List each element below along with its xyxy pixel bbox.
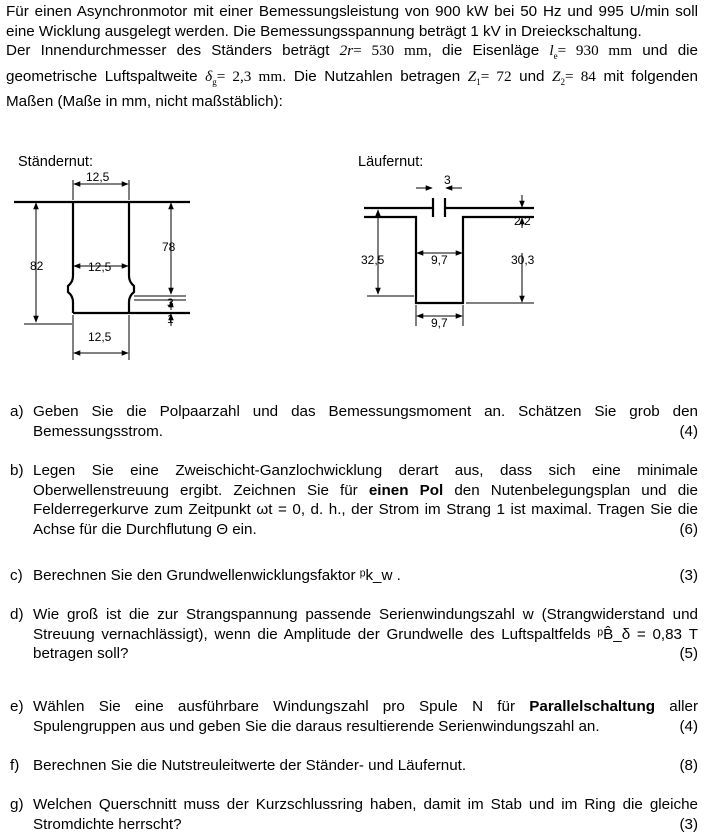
rotor-width-bottom-label: 9,7	[431, 316, 448, 330]
stator-dim-3-label: 3	[167, 296, 174, 310]
question-points: (6)	[679, 520, 698, 538]
question-points: (4)	[679, 717, 698, 735]
question-text: Berechnen Sie den Grundwellenwicklungsfaktor ᵖk_w .	[33, 567, 401, 584]
question-e	[10, 697, 698, 736]
question-points: (8)	[679, 757, 698, 774]
question-label: d)	[10, 606, 24, 623]
question-label: b)	[10, 462, 24, 479]
question-text: Welchen Querschnitt muss der Kurzschlussring haben, damit im Stab und im Ring die gleiche Stromdichte herrscht?	[33, 796, 698, 833]
question-d	[10, 605, 698, 664]
question-label: e)	[10, 698, 24, 715]
question-g	[10, 795, 698, 834]
question-points: (5)	[679, 645, 698, 662]
question-points: (3)	[679, 567, 698, 584]
slot-figure	[0, 150, 705, 365]
question-text: Legen Sie eine Zweischicht-Ganzlochwicklung derart aus, dass sich eine minimale Oberwellenstreuung ergibt. Zeichnen Sie für	[33, 462, 698, 499]
rotor-slot-opening-label: 3	[444, 173, 451, 187]
stator-total-height-label: 82	[30, 259, 44, 273]
question-points: (3)	[679, 815, 698, 833]
stator-bottom-width-label: 12,5	[88, 330, 112, 344]
stator-height-78-label: 78	[162, 240, 176, 254]
stator-dim-1-label: 1	[167, 312, 174, 326]
problem-intro	[6, 2, 698, 112]
question-text: Geben Sie die Polpaarzahl und das Bemessungsmoment an. Schätzen Sie grob den Bemessungsstrom.	[33, 403, 698, 440]
intro-paragraph-1: Für einen Asynchronmotor mit einer Bemessungsleistung von 900 kW bei 50 Hz und 995 U/min soll eine Wicklung ausgelegt werden. Die Bemessungsspannung beträgt 1 kV in Dreieckschaltung.	[6, 3, 698, 40]
stator-mid-width-label: 12,5	[88, 260, 112, 274]
question-text: Wählen Sie eine ausführbare Windungszahl pro Spule N für	[33, 698, 516, 715]
question-a	[10, 402, 698, 441]
question-bold-text: Parallelschaltung	[529, 698, 656, 715]
question-label: a)	[10, 403, 24, 420]
question-label: f)	[10, 757, 20, 774]
stator-top-width-label: 12,5	[86, 170, 110, 184]
question-label: c)	[10, 567, 23, 584]
question-label: g)	[10, 796, 24, 813]
question-f	[10, 756, 698, 776]
rotor-height-325-label: 32,5	[361, 253, 385, 267]
rotor-width-top-label: 9,7	[431, 253, 448, 267]
rotor-slot-outline	[364, 198, 534, 303]
rotor-slot-title: Läufernut:	[358, 154, 424, 170]
stator-slot-title: Ständernut:	[18, 154, 93, 170]
slot-drawing	[0, 150, 705, 365]
question-c	[10, 566, 698, 586]
question-b	[10, 461, 698, 539]
question-text: Wie groß ist die zur Strangspannung passende Serienwindungszahl w (Strangwiderstand und Streuung vernachlässigt), wenn die Amplitude der Grundwelle des Luftspaltfelds ᵖB̂_δ = 0,83 T betragen soll?	[33, 606, 698, 662]
rotor-dim-22-label: 2,2	[514, 214, 531, 228]
question-bold-text: einen Pol	[368, 481, 444, 499]
rotor-height-303-label: 30,3	[511, 253, 535, 267]
question-points: (4)	[679, 422, 698, 440]
intro-paragraph-2: Der Innendurchmesser des Ständers beträgt 2r= 530 mm, die Eisenläge $l_e= 930$ mm und die geometrische Luftspaltweite $\delta_g= 2,3$ mm. Die Nutzahlen betragen $Z_1= 72$ und $Z_2= 84$ mit folgenden Maßen (Maße in mm, nicht maßstäblich):	[6, 42, 698, 111]
question-text-cont: den Nutenbelegungsplan und die Felderregerkurve zum Zeitpunkt ωt = 0, d. h., der Strom im Strang 1 ist maximal. Tragen Sie die Achse für die Durchflutung Θ ein.	[33, 481, 698, 538]
question-text-cont: aller Spulengruppen aus und geben Sie die daraus resultierende Serienwindungszahl an.	[33, 698, 698, 735]
question-text: Berechnen Sie die Nutstreuleitwerte der Ständer- und Läufernut.	[33, 757, 467, 774]
